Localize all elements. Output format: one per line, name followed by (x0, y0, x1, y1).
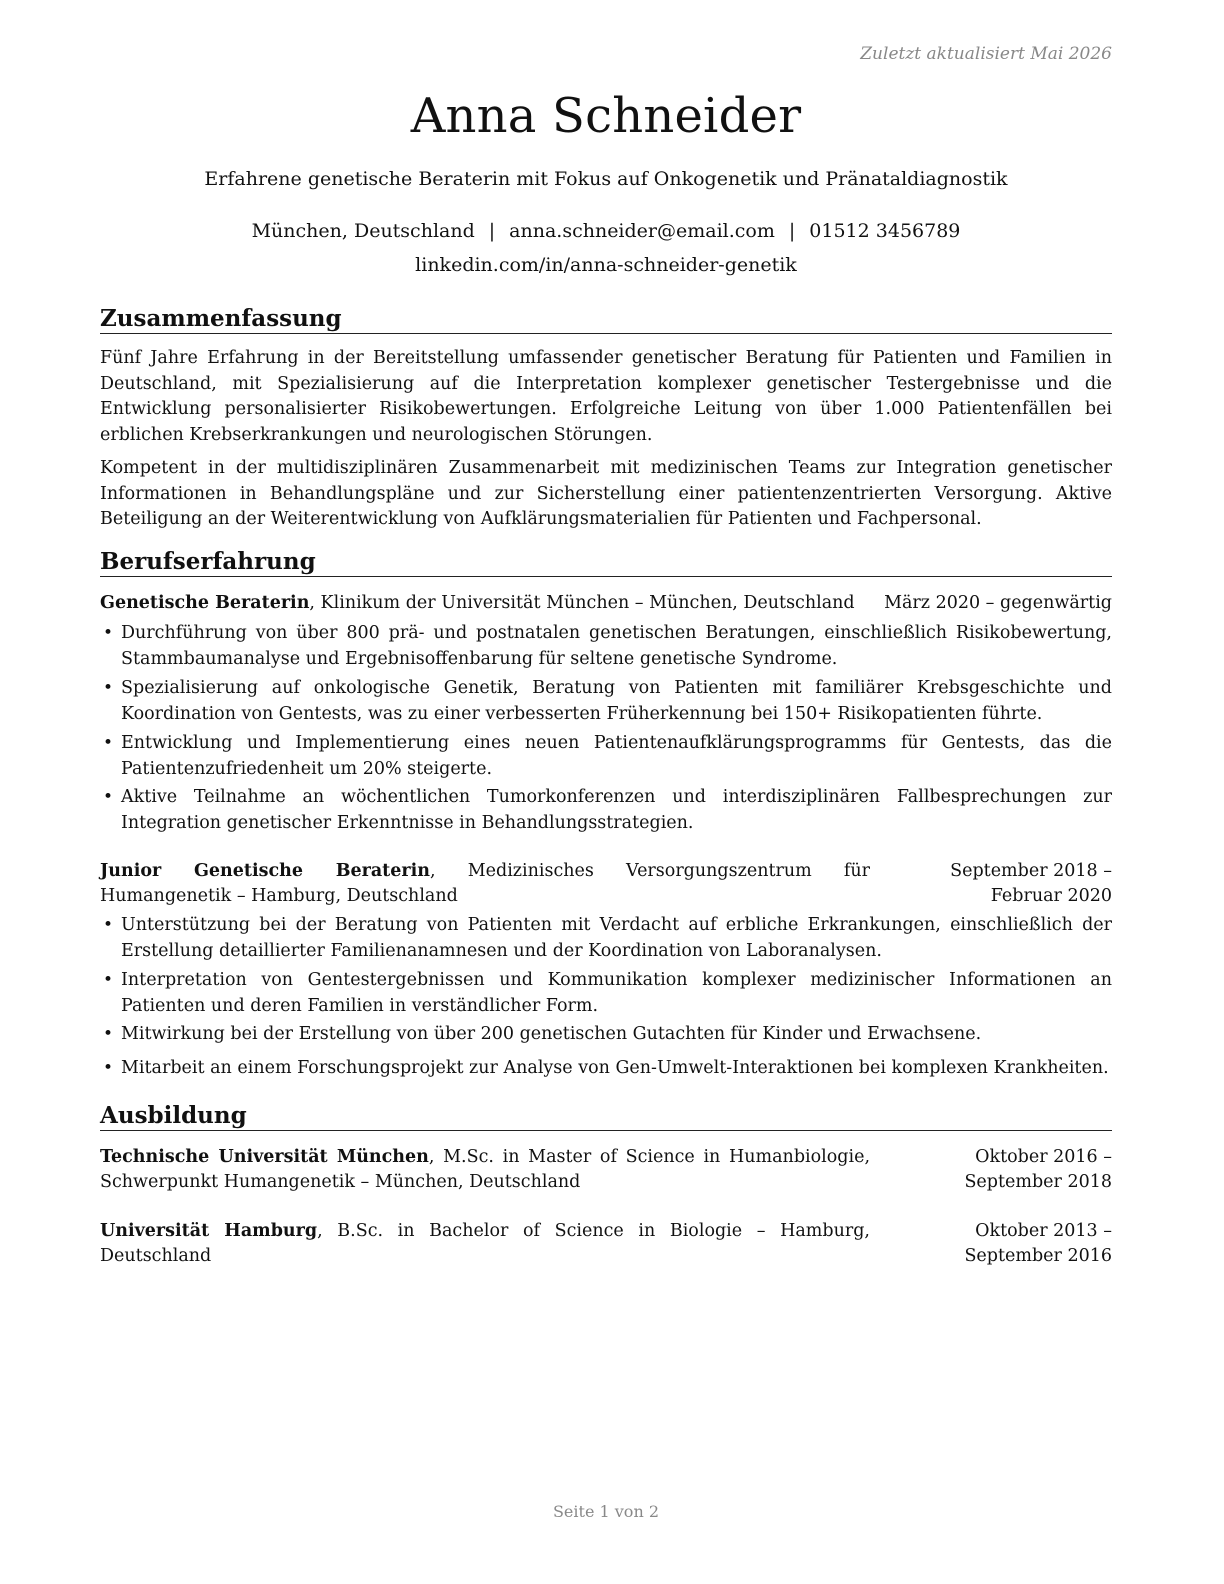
job-org: , Klinikum der Universität München – München, Deutschland (309, 593, 855, 613)
education-entry (100, 1219, 1112, 1269)
contact-separator: | (788, 220, 796, 242)
job-role: Genetische Beraterin (100, 593, 310, 613)
page-number: Seite 1 von 2 (552, 1502, 660, 1521)
section-heading-experience: Berufserfahrung (100, 548, 1112, 577)
list-item: • Entwicklung und Implementierung eines neuen Patientenaufklärungsprogramms für Gentests, das die Patientenzufriedenheit um 20% steigerte. (103, 733, 1112, 779)
education-dates: Oktober 2016 – September 2018 (964, 1147, 1112, 1192)
list-item: • Mitarbeit an einem Forschungsprojekt zur Analyse von Gen-Umwelt-Interaktionen bei komplexen Krankheiten. (103, 1058, 1109, 1078)
contact-linkedin[interactable]: linkedin.com/in/anna-schneider-genetik (415, 254, 797, 276)
contact-location: München, Deutschland (251, 220, 475, 242)
job-org: , Medizinisches Versorgungszentrum für Humangenetik – Hamburg, Deutschland (100, 861, 871, 906)
list-item: • Spezialisierung auf onkologische Genetik, Beratung von Patienten mit familiärer Krebsgeschichte und Koordination von Gentests, was zu einer verbesserten Früherkennung bei 150+ Risikopatienten führte. (103, 678, 1112, 724)
last-updated: Zuletzt aktualisiert Mai 2026 (860, 44, 1112, 64)
job-dates: März 2020 – gegenwärtig (884, 593, 1112, 613)
list-item: • Mitwirkung bei der Erstellung von über 200 genetischen Gutachten für Kinder und Erwachsene. (103, 1024, 982, 1044)
education-title-line (100, 1145, 876, 1195)
contact-line (100, 218, 1112, 244)
list-item: • Durchführung von über 800 prä- und postnatalen genetischen Beratungen, einschließlich Risikobewertung, Stammbaumanalyse und Ergebnisoffenbarung für seltene genetische Syndrome. (103, 623, 1112, 669)
education-entry (100, 1145, 1112, 1195)
section-heading-education: Ausbildung (100, 1102, 1112, 1131)
resume-page (100, 0, 1112, 1584)
contact-phone[interactable]: 01512 3456789 (809, 220, 961, 242)
list-item: • Interpretation von Gentestergebnissen und Kommunikation komplexer medizinischer Informationen an Patienten und deren Familien in verständlicher Form. (103, 970, 1112, 1016)
summary-paragraph: Kompetent in der multidisziplinären Zusammenarbeit mit medizinischen Teams zur Integration genetischer Informationen in Behandlungspläne und zur Sicherstellung einer patientenzentrierten Versorgung. Aktive Beteiligung an der Weiterentwicklung von Aufklärungsmaterialien für Patienten und Fachpersonal. (100, 458, 1112, 529)
education-dates: Oktober 2013 – September 2016 (964, 1221, 1112, 1266)
contact-separator: | (488, 220, 496, 242)
education-school: Technische Universität München (100, 1147, 429, 1167)
education-detail: , B.Sc. in Bachelor of Science in Biologie – Hamburg, Deutschland (100, 1221, 870, 1266)
job-role: Junior Genetische Beraterin (100, 861, 430, 881)
job-dates: September 2018 – Februar 2020 (950, 861, 1112, 906)
page-title: Anna Schneider (410, 88, 802, 144)
list-item: • Aktive Teilnahme an wöchentlichen Tumorkonferenzen und interdisziplinären Fallbesprechungen zur Integration genetischer Erkenntnisse in Behandlungsstrategien. (103, 787, 1112, 833)
job-title-line (100, 859, 876, 909)
education-title-line (100, 1219, 876, 1269)
list-item: • Unterstützung bei der Beratung von Patienten mit Verdacht auf erbliche Erkrankungen, einschließlich der Erstellung detaillierter Familienanamnesen und der Koordination von Laboranalysen. (103, 915, 1112, 961)
education-school: Universität Hamburg (100, 1221, 318, 1241)
tagline: Erfahrene genetische Beraterin mit Fokus auf Onkogenetik und Pränataldiagnostik (204, 168, 1008, 190)
summary-paragraph: Fünf Jahre Erfahrung in der Bereitstellung umfassender genetischer Beratung für Patienten und Familien in Deutschland, mit Spezialisierung auf die Interpretation komplexer genetischer Testergebnisse und die Entwicklung personalisierter Risikobewertungen. Erfolgreiche Leitung von über 1.000 Patientenfällen bei erblichen Krebserkrankungen und neurologischen Störungen. (100, 348, 1112, 445)
contact-email[interactable]: anna.schneider@email.com (509, 220, 775, 242)
job-title-line (100, 591, 884, 616)
section-heading-summary: Zusammenfassung (100, 305, 1112, 334)
education-detail: , M.Sc. in Master of Science in Humanbiologie, Schwerpunkt Humangenetik – München, Deutschland (100, 1147, 871, 1192)
job-header (100, 859, 1112, 909)
job-header (100, 591, 1112, 616)
